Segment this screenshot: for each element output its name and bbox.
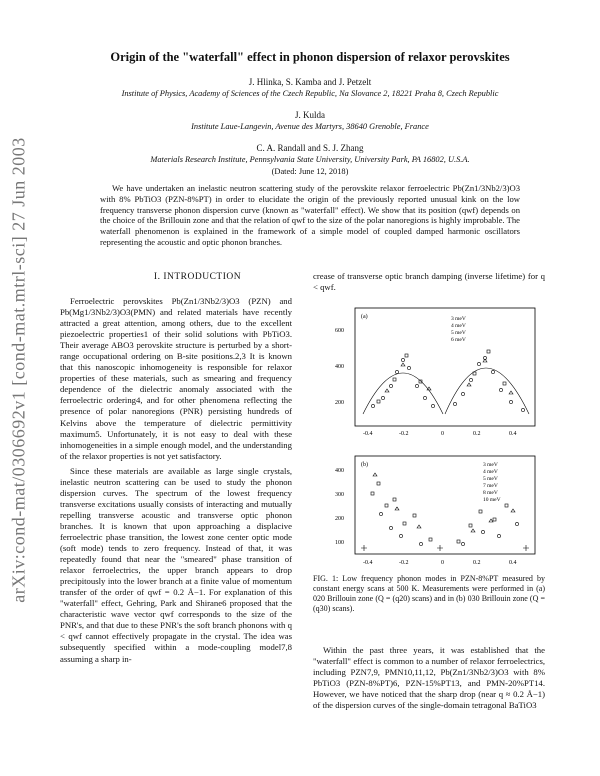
affiliation-2: Institute Laue-Langevin, Avenue des Martyrs, 38640 Grenoble, France	[191, 122, 429, 131]
figure-caption: FIG. 1: Low frequency phonon modes in PZN-8%PT measured by constant energy scans at 500 K. Measurements were performed in (a) 020 Brillouin zone (Q = (q20) scans) and in (b) 030 Brillouin zone (Q = (q30) scans).	[313, 574, 545, 613]
legend-entry: 8 meV	[483, 490, 498, 496]
legend-entry: 4 meV	[451, 323, 466, 329]
figure-1a	[333, 302, 543, 444]
xtick-label: 0	[441, 560, 444, 566]
data-markers	[363, 350, 529, 414]
paragraph: Within the past three years, it was established that the "waterfall" effect is common to a number of relaxor ferroelectrics, including PZN7,9, PMN10,11,12, Pb(Zn1/3Nb2/3)O3 with 8% PbTiO3 (PZN-8%PT)6, PZN-15%PT13, and PMN-20%PT14. However, we have noticed that the sharp drop (near q ≈ 0.2 Å−1) of the dispersion curves of the single-domain tetragonal BaTiO3	[313, 645, 545, 711]
authors-1: J. Hlinka, S. Kamba and J. Petzelt	[248, 77, 372, 87]
section-heading: I. INTRODUCTION	[153, 272, 242, 282]
xtick-label: 0.4	[509, 560, 517, 566]
legend-entry: 5 meV	[451, 330, 466, 336]
affiliation-1: Institute of Physics, Academy of Sciences of the Czech Republic, Na Slovance 2, 18221 Praha 8, Czech Republic	[121, 89, 499, 98]
xtick-label: 0.2	[473, 431, 481, 437]
right-column-top: crease of transverse optic branch damping (inverse lifetime) for q < qwf.	[313, 271, 545, 293]
ytick-label: 300	[335, 492, 344, 498]
legend-entry: 7 meV	[483, 483, 498, 489]
xtick-label: -0.4	[363, 560, 373, 566]
ytick-label: 200	[335, 400, 344, 406]
paper-title: Origin of the "waterfall" effect in phonon dispersion of relaxor perovskites	[110, 50, 510, 64]
xtick-label: 0.4	[509, 431, 517, 437]
figure-1b	[333, 452, 543, 570]
plot-frame	[355, 308, 535, 426]
data-markers	[361, 473, 529, 551]
xtick-label: -0.2	[399, 431, 409, 437]
abstract: We have undertaken an inelastic neutron scattering study of the perovskite relaxor ferroelectric Pb(Zn1/3Nb2/3)O3 with 8% PbTiO3 (PZN-8%PT) in order to elucidate the origin of the previously reported unusual kink on the low frequency transverse phonon dispersion curve (known as "waterfall" effect). We show that its position (qwf) depends on the choice of the Brillouin zone and that the relation of qwf to the size of the polar nanoregions is highly improbable. The waterfall phenomenon is explained in the framework of a simple model of coupled damped harmonic oscillators representing the acoustic and optic phonon branches.	[100, 183, 520, 247]
xtick-label: 0.2	[473, 560, 481, 566]
legend-entry: 3 meV	[483, 462, 498, 468]
ytick-label: 100	[335, 540, 344, 546]
legend	[451, 316, 466, 343]
left-column	[60, 296, 292, 669]
xtick-label: -0.4	[363, 431, 373, 437]
ytick-label: 400	[335, 468, 344, 474]
ytick-label: 400	[335, 364, 344, 370]
panel-label: (a)	[361, 314, 368, 320]
dated: (Dated: June 12, 2018)	[271, 167, 349, 176]
legend	[483, 462, 501, 503]
authors-3: C. A. Randall and S. J. Zhang	[256, 143, 364, 153]
paragraph: Since these materials are available as large single crystals, inelastic neutron scattering can be used to study the phonon dispersion curves. The spectrum of the lowest frequency transverse excitations usually consists of interacting and mutually repelling transverse acoustic and transverse optic phonon branches. It is known that upon approaching a displacive ferroelectric phase transition, the lowest zone center optic mode (soft mode) tends to zero frequency. Instead of that, it was repeatedly found that near the "smeared" phase transition of relaxor ferroelectrics, the upper branch appears to drop precipitously into the lower branch at a finite value of momentum transfer of the order of qwf = 0.2 Å−1. For explanation of this "waterfall" effect, Gehring, Park and Shirane6 proposed that the characteristic wave vector qwf corresponds to the size of the PNR's, and that due to these PNR's the soft branch phonons with q < qwf cannot effectively propagate in the crystal. The idea was subsequently specified within a mode-coupling model7,8 assuming a sharp in-	[60, 465, 292, 664]
xtick-label: -0.2	[399, 560, 409, 566]
paragraph: Ferroelectric perovskites Pb(Zn1/3Nb2/3)O3 (PZN) and Pb(Mg1/3Nb2/3)O3(PMN) and related materials have recently attracted a great attention, among others, due to the excellent piezoelectric properties1 of their solid solutions with PbTiO3. Their average ABO3 perovskite structure is perturbed by a short-range occupational ordering on B-site positions.2,3 It is known that this nanoscopic inhomogeneity is responsible for relaxor properties of these materials, such as smearing and frequency dependence of the dielectric anomaly associated with the ferroelectric ordering4, and for other phenomena reflecting the presence of polar nanoregions (PNR) persisting hundreds of Kelvins above the temperature of dielectric permittivity maximum5. Unfortunately, it is not easy to deal with these inhomogeneities in a simple enough model, and the understanding of the relaxor properties is not yet satisfactory.	[60, 296, 292, 461]
arxiv-stamp	[6, 120, 32, 620]
legend-entry: 3 meV	[451, 316, 466, 322]
legend-entry: 4 meV	[483, 469, 498, 475]
ytick-label: 200	[335, 516, 344, 522]
xtick-label: 0	[441, 431, 444, 437]
affiliation-3: Materials Research Institute, Pennsylvania State University, University Park, PA 16802, U.S.A.	[150, 155, 470, 164]
ytick-label: 600	[335, 328, 344, 334]
right-column-bottom	[313, 645, 545, 715]
legend-entry: 10 meV	[483, 497, 501, 503]
legend-entry: 6 meV	[451, 337, 466, 343]
authors-2: J. Kulda	[295, 110, 325, 120]
arxiv-stamp-text: arXiv:cond-mat/0306692v1 [cond-mat.mtrl-sci] 27 Jun 2003	[8, 137, 29, 603]
legend-entry: 5 meV	[483, 476, 498, 482]
panel-label: (b)	[361, 462, 368, 468]
